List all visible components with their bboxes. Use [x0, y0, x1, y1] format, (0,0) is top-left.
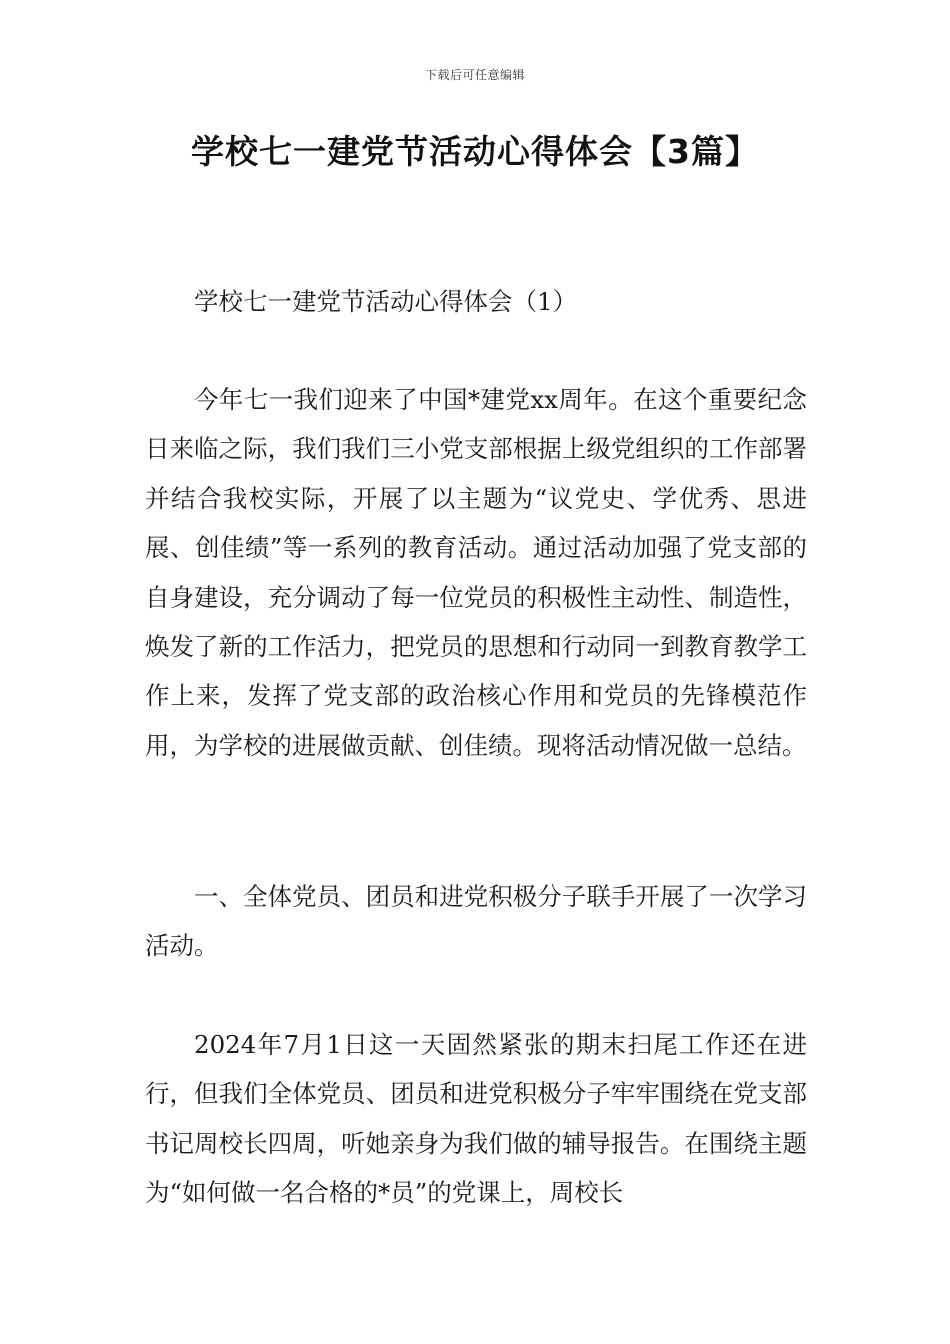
paragraph-point-one: 一、全体党员、团员和进党积极分子联手开展了一次学习活动。	[145, 882, 807, 961]
paragraph-activity-detail: 2024年7月1日这一天固然紧张的期末扫尾工作还在进行，但我们全体党员、团员和进党积极分子牢牢围绕在党支部书记周校长四周，听她亲身为我们做的辅导报告。在围绕主题为“如何做一名合格的*员”的党课上，周校长	[145, 1030, 807, 1208]
paragraph-block-2	[145, 872, 807, 971]
paragraph-block-3	[145, 1020, 807, 1218]
paragraph-intro: 今年七一我们迎来了中国*建党xx周年。在这个重要纪念日来临之际，我们我们三小党支部根据上级党组织的工作部署并结合我校实际，开展了以主题为“议党史、学优秀、思进展、创佳绩”等一系列的教育活动。通过活动加强了党支部的自身建设，充分调动了每一位党员的积极性主动性、制造性，焕发了新的工作活力，把党员的思想和行动同一到教育教学工作上来，发挥了党支部的政治核心作用和党员的先锋模范作用，为学校的进展做贡献、创佳绩。现将活动情况做一总结。	[145, 385, 807, 760]
section-heading: 学校七一建党节活动心得体会（1）	[194, 287, 578, 316]
paragraph-block-1	[145, 375, 807, 770]
section-heading-block	[145, 277, 807, 326]
header-note: 下载后可任意编辑	[424, 68, 525, 82]
document-title: 学校七一建党节活动心得体会【3篇】	[191, 132, 759, 171]
